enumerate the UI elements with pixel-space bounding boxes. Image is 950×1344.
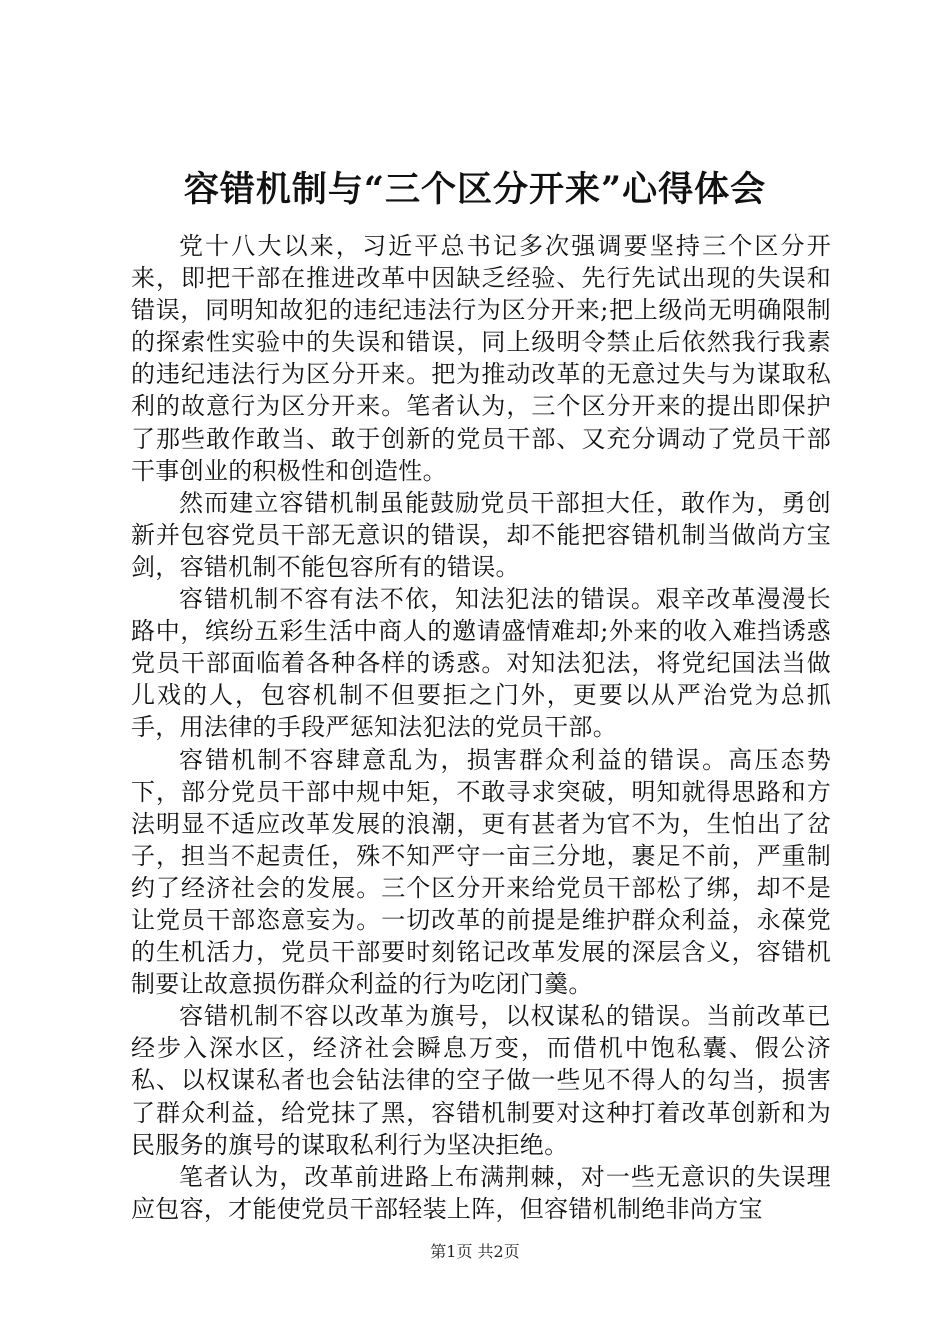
paragraph-1: 党十八大以来，习近平总书记多次强调要坚持三个区分开来，即把干部在推进改革中因缺乏经验、先行先试出现的失误和错误，同明知故犯的违纪违法行为区分开来;把上级尚无明确限制的探索性实验中的失误和错误，同上级明令禁止后依然我行我素的违纪违法行为区分开来。把为推动改革的无意过失与为谋取私利的故意行为区分开来。笔者认为，三个区分开来的提出即保护了那些敢作敢当、敢于创新的党员干部、又充分调动了党员干部干事创业的积极性和创造性。 bbox=[131, 232, 831, 485]
document-body bbox=[131, 230, 831, 1225]
document-title: 容错机制与“三个区分开来”心得体会 bbox=[183, 169, 767, 210]
paragraph-3: 容错机制不容有法不依，知法犯法的错误。艰辛改革漫漫长路中，缤纷五彩生活中商人的邀请盛情难却;外来的收入难挡诱惑党员干部面临着各种各样的诱惑。对知法犯法，将党纪国法当做儿戏的人，包容机制不但要拒之门外，更要以从严治党为总抓手，用法律的手段严惩知法犯法的党员干部。 bbox=[131, 585, 831, 742]
paragraph-2: 然而建立容错机制虽能鼓励党员干部担大任，敢作为，勇创新并包容党员干部无意识的错误，却不能把容错机制当做尚方宝剑，容错机制不能包容所有的错误。 bbox=[131, 488, 831, 581]
page-footer: 第1页 共2页 bbox=[430, 1242, 520, 1261]
paragraph-5: 容错机制不容以改革为旗号，以权谋私的错误。当前改革已经步入深水区，经济社会瞬息万变，而借机中饱私囊、假公济私、以权谋私者也会钻法律的空子做一些见不得人的勾当，损害了群众利益，给党抹了黑，容错机制要对这种打着改革创新和为民服务的旗号的谋取私利行为坚决拒绝。 bbox=[131, 1002, 831, 1159]
paragraph-6: 笔者认为，改革前进路上布满荆棘，对一些无意识的失误理应包容，才能使党员干部轻装上阵，但容错机制绝非尚方宝 bbox=[131, 1162, 831, 1223]
paragraph-4: 容错机制不容肆意乱为，损害群众利益的错误。高压态势下，部分党员干部中规中矩，不敢寻求突破，明知就得思路和方法明显不适应改革发展的浪潮，更有甚者为官不为，生怕出了岔子，担当不起责任，殊不知严守一亩三分地，裹足不前，严重制约了经济社会的发展。三个区分开来给党员干部松了绑，却不是让党员干部恣意妄为。一切改革的前提是维护群众利益，永葆党的生机活力，党员干部要时刻铭记改革发展的深层含义，容错机制要让故意损伤群众利益的行为吃闭门羹。 bbox=[131, 745, 831, 999]
